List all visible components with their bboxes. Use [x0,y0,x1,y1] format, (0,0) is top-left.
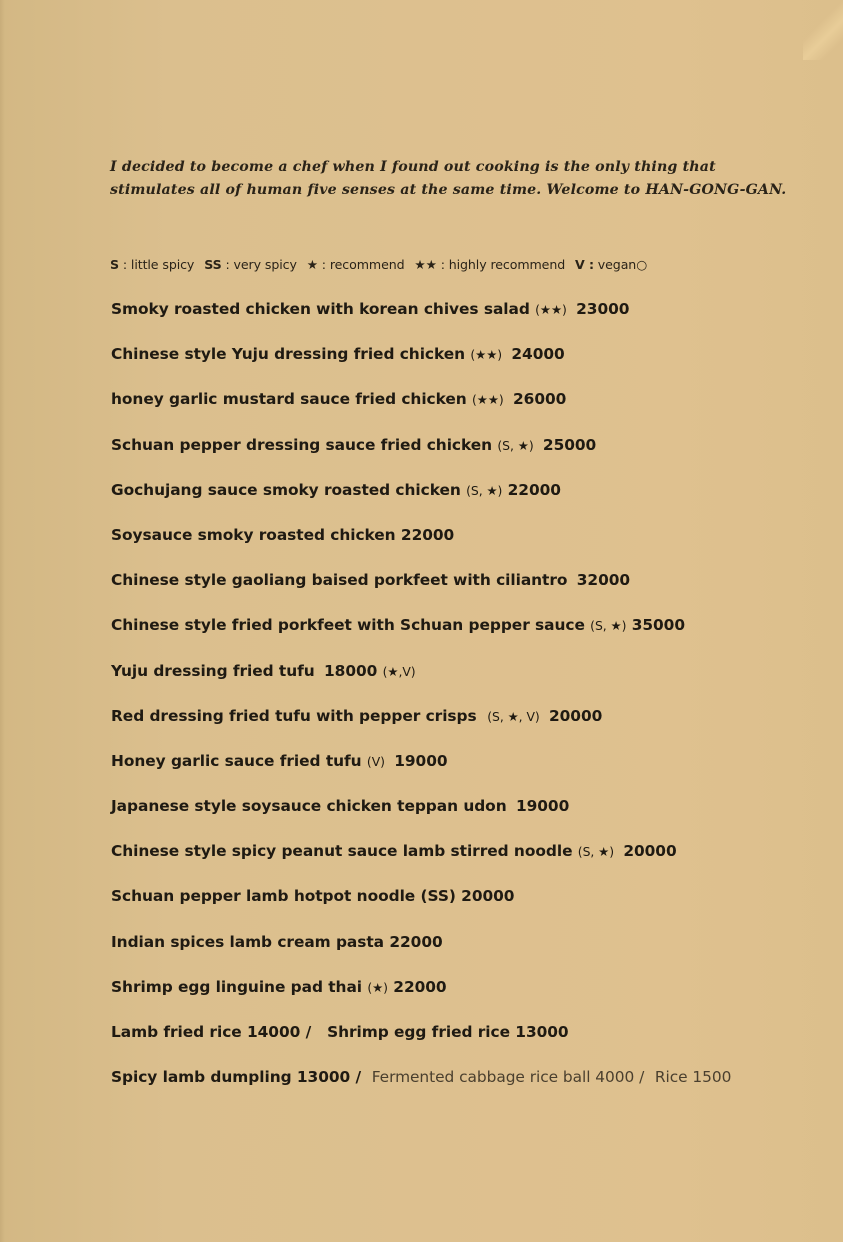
legend-highly-recommend: ★★ : highly recommend [414,257,566,272]
menu-item-sides-combo: Spicy lamb dumpling 13000 / Fermented cabbage rice ball 4000 / Rice 1500 [111,1068,732,1087]
menu-item-rice-combo: Lamb fried rice 14000 / Shrimp egg fried rice 13000 [111,1023,569,1041]
menu-item: Chinese style gaoliang baised porkfeet with ciliantro 32000 [111,571,631,590]
circle-icon: ○ [636,257,648,272]
menu-item: Chinese style Yuju dressing fried chicken (★★) 24000 [111,345,565,364]
menu-item: Indian spices lamb cream pasta 22000 [111,932,443,951]
menu-list [111,298,811,1111]
menu-item: Red dressing fried tufu with pepper crisps (S, ★, V) 20000 [111,706,603,725]
menu-item: Shrimp egg linguine pad thai (★) 22000 [111,977,447,996]
menu-item: Smoky roasted chicken with korean chives salad (★★) 23000 [111,300,630,318]
intro-line-2: stimulates all of human five senses at the same time. Welcome to HAN-GONG-GAN. [110,182,787,198]
menu-item: Chinese style fried porkfeet with Schuan pepper sauce (S, ★) 35000 [111,616,685,635]
menu-item: Chinese style spicy peanut sauce lamb stirred noodle (S, ★) 20000 [111,842,677,861]
menu-item: Gochujang sauce smoky roasted chicken (S, ★) 22000 [111,480,561,499]
chef-intro [110,156,787,202]
menu-item: Yuju dressing fried tufu 18000 (★,V) [111,661,416,680]
legend-vegan: V : vegan○ [575,257,648,272]
menu-item: Honey garlic sauce fried tufu (V) 19000 [111,751,448,770]
star-icon: ★ [306,257,318,272]
double-star-icon: ★★ [414,257,437,272]
intro-line-1: I decided to become a chef when I found out cooking is the only thing that [110,159,716,175]
menu-item: Schuan pepper lamb hotpot noodle (SS) 20000 [111,887,515,906]
spice-legend [110,257,653,272]
page-glare [803,0,843,60]
legend-recommend: ★ : recommend [306,257,405,272]
menu-item: Soysauce smoky roasted chicken 22000 [111,525,455,544]
menu-item: Schuan pepper dressing sauce fried chicken (S, ★) 25000 [111,435,597,454]
legend-very-spicy: SS : very spicy [204,257,297,272]
menu-item: Japanese style soysauce chicken teppan udon 19000 [111,797,570,816]
page-edge-shadow [0,0,5,1242]
legend-little-spicy: S : little spicy [110,257,195,272]
menu-item: honey garlic mustard sauce fried chicken (★★) 26000 [111,390,567,409]
